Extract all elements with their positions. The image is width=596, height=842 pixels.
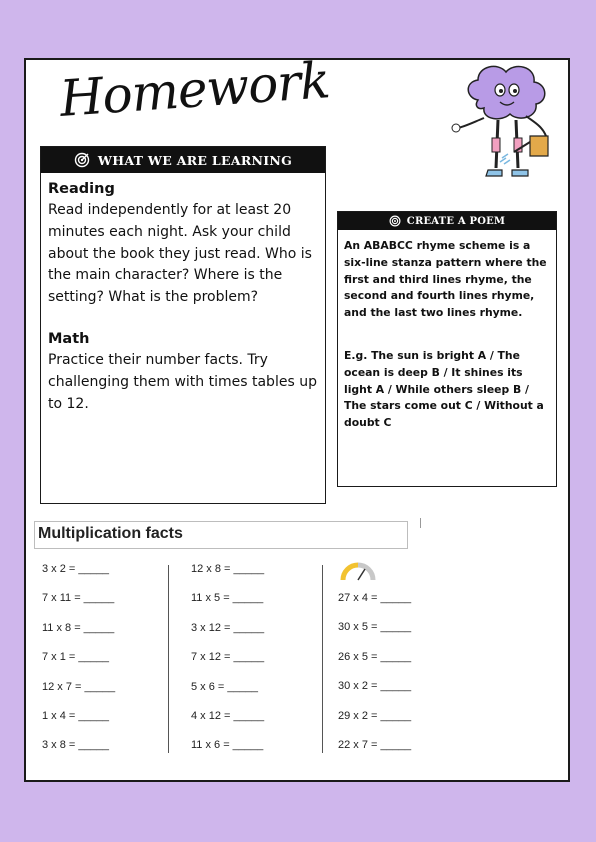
- reading-text: Read independently for at least 20 minutes each night. Ask your child about the book they just read. Who is the main character? Where is the setting? What is the problem?: [48, 202, 312, 306]
- fact-item: 26 x 5 = _____: [338, 650, 412, 663]
- poem-definition: An ABABCC rhyme scheme is a six-line stanza pattern where the first and third lines rhyme, the second and fourth lines rhyme, and the last two lines rhyme.: [344, 239, 547, 320]
- facts-column-1: [42, 562, 115, 768]
- fact-item: 3 x 2 = _____: [42, 563, 109, 575]
- fact-item: 3 x 8 = _____: [42, 739, 109, 752]
- fact-item: 3 x 12 = _____: [191, 621, 265, 634]
- column-divider: [168, 565, 169, 753]
- fact-item: 30 x 2 = _____: [338, 680, 412, 693]
- learning-panel-header: [41, 147, 325, 173]
- fact-item: 4 x 12 = _____: [191, 709, 265, 722]
- fact-item: 12 x 8 = _____: [191, 563, 265, 575]
- multiplication-title: Multiplication facts: [34, 521, 408, 549]
- fact-item: 22 x 7 = _____: [338, 738, 412, 751]
- learning-panel: [40, 146, 326, 504]
- fact-item: 11 x 8 = _____: [42, 621, 115, 634]
- fact-item: 29 x 2 = _____: [338, 709, 412, 722]
- target-icon: [389, 215, 401, 227]
- fact-item: 5 x 6 = _____: [191, 680, 258, 693]
- math-heading: Math: [48, 330, 90, 347]
- learning-panel-title: WHAT WE ARE LEARNING: [97, 152, 293, 168]
- text-cursor-mark: [420, 518, 421, 528]
- poem-panel: [337, 211, 557, 487]
- math-text: Practice their number facts. Try challenging them with times tables up to 12.: [48, 351, 317, 412]
- reading-heading: Reading: [48, 181, 115, 197]
- fact-item: 1 x 4 = _____: [42, 709, 109, 722]
- fact-item: 30 x 5 = _____: [338, 621, 412, 634]
- fact-item: 11 x 6 = _____: [191, 739, 264, 752]
- fact-item: 12 x 7 = _____: [42, 680, 116, 693]
- fact-item: 7 x 12 = _____: [191, 651, 265, 664]
- facts-column-3: [338, 591, 411, 767]
- page-title: Homework: [57, 51, 332, 128]
- gauge-icon: [340, 562, 376, 582]
- poem-example: E.g. The sun is bright A / The ocean is deep B / It shines its light A / While others sleep B / The stars come out C / Without a doubt C: [344, 348, 544, 430]
- fact-item: 27 x 4 = _____: [338, 592, 412, 604]
- poem-panel-header: [338, 212, 556, 230]
- poem-panel-title: CREATE A POEM: [406, 215, 506, 227]
- fact-item: 7 x 11 = _____: [42, 592, 115, 605]
- fact-item: 11 x 5 = _____: [191, 592, 264, 605]
- cloud-mascot-watering-can-illustration: [448, 60, 558, 190]
- fact-item: 7 x 1 = _____: [42, 651, 109, 664]
- target-icon: [74, 152, 90, 168]
- column-divider: [322, 565, 323, 753]
- facts-column-2: [191, 562, 264, 768]
